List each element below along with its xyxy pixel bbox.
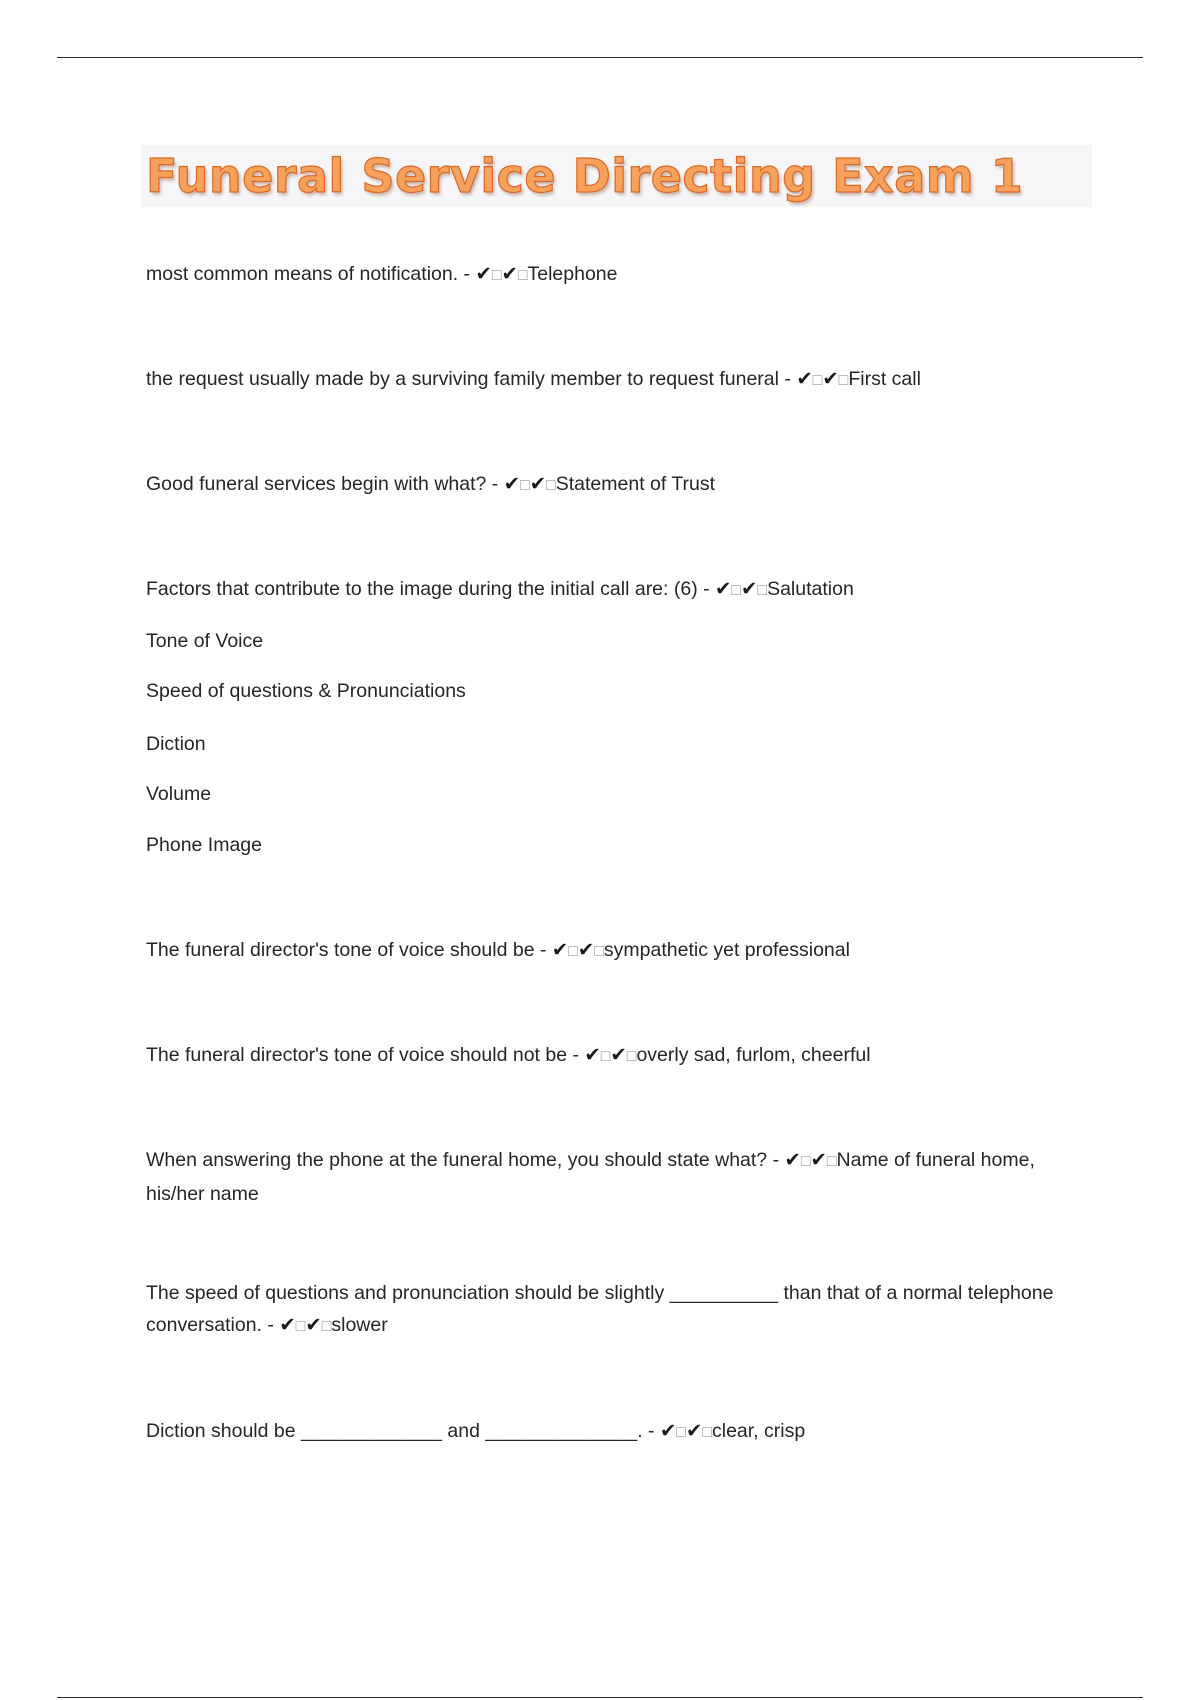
answer-text: Salutation xyxy=(767,578,854,600)
answer-text: slower xyxy=(331,1314,388,1336)
qa-item xyxy=(146,363,921,397)
answer-text: sympathetic yet professional xyxy=(603,939,850,961)
answer-line: Phone Image xyxy=(146,834,263,856)
qa-item xyxy=(146,1039,871,1073)
box-icon: □ xyxy=(757,582,768,599)
check-icon: ✔ xyxy=(551,939,569,961)
check-icon: ✔ xyxy=(741,578,758,600)
box-icon: □ xyxy=(600,1048,611,1065)
question-text: Good funeral services begin with what? - xyxy=(146,473,499,495)
check-icon: ✔ xyxy=(584,1044,601,1066)
box-icon: □ xyxy=(676,1424,686,1441)
check-icon: ✔ xyxy=(784,1149,801,1171)
question-text: Factors that contribute to the image during the initial call are: (6) - xyxy=(146,578,710,600)
check-icon: ✔ xyxy=(305,1314,322,1336)
box-icon: □ xyxy=(321,1318,332,1335)
answer-text: Name of funeral home, his/her name xyxy=(146,1149,1035,1205)
check-icon: ✔ xyxy=(529,473,547,495)
qa-item xyxy=(146,934,850,968)
qa-item xyxy=(146,573,854,607)
check-icon: ✔ xyxy=(279,1314,296,1336)
check-icon: ✔ xyxy=(475,263,492,285)
question-text: The funeral director's tone of voice should not be - xyxy=(146,1044,579,1066)
bottom-rule xyxy=(57,1697,1143,1698)
check-icon: ✔ xyxy=(796,368,813,390)
qa-item xyxy=(146,1144,1066,1210)
question-text: most common means of notification. - xyxy=(146,263,471,285)
box-icon: □ xyxy=(800,1153,811,1170)
question-text: The funeral director's tone of voice should be - xyxy=(146,939,547,961)
qa-item xyxy=(146,1415,805,1449)
box-icon: □ xyxy=(702,1424,712,1441)
qa-item xyxy=(146,258,618,292)
box-icon: □ xyxy=(838,372,849,389)
answer-text: First call xyxy=(848,368,921,390)
qa-item xyxy=(146,1277,1066,1343)
check-icon: ✔ xyxy=(810,1149,827,1171)
answer-line: Diction xyxy=(146,733,206,755)
answer-line: Speed of questions & Pronunciations xyxy=(146,680,466,702)
answer-line: Volume xyxy=(146,783,212,805)
box-icon: □ xyxy=(626,1048,637,1065)
answer-line: Tone of Voice xyxy=(146,630,264,652)
box-icon: □ xyxy=(491,267,502,284)
answer-text: overly sad, furlom, cheerful xyxy=(636,1044,871,1066)
question-text: Diction should be _____________ and ______________. - xyxy=(146,1420,655,1442)
check-icon: ✔ xyxy=(685,1420,703,1442)
question-text: the request usually made by a surviving family member to request funeral - xyxy=(146,368,791,390)
box-icon: □ xyxy=(517,267,528,284)
box-icon: □ xyxy=(594,943,604,960)
box-icon: □ xyxy=(731,582,742,599)
answer-text: Telephone xyxy=(527,263,618,285)
question-text: The speed of questions and pronunciation should be slightly __________ than that of a normal telephone conversation. - xyxy=(146,1282,1054,1336)
check-icon: ✔ xyxy=(610,1044,627,1066)
qa-item xyxy=(146,468,715,502)
check-icon: ✔ xyxy=(659,1420,677,1442)
box-icon: □ xyxy=(520,477,530,494)
box-icon: □ xyxy=(812,372,823,389)
answer-text: Statement of Trust xyxy=(555,473,716,495)
document-title: Funeral Service Directing Exam 1 xyxy=(146,149,1024,203)
box-icon: □ xyxy=(546,477,556,494)
box-icon: □ xyxy=(568,943,578,960)
check-icon: ✔ xyxy=(715,578,732,600)
top-rule xyxy=(57,57,1143,58)
box-icon: □ xyxy=(295,1318,306,1335)
check-icon: ✔ xyxy=(501,263,518,285)
check-icon: ✔ xyxy=(503,473,521,495)
check-icon: ✔ xyxy=(822,368,839,390)
question-text: When answering the phone at the funeral home, you should state what? - xyxy=(146,1149,780,1171)
answer-text: clear, crisp xyxy=(711,1420,806,1442)
check-icon: ✔ xyxy=(577,939,595,961)
box-icon: □ xyxy=(826,1153,837,1170)
